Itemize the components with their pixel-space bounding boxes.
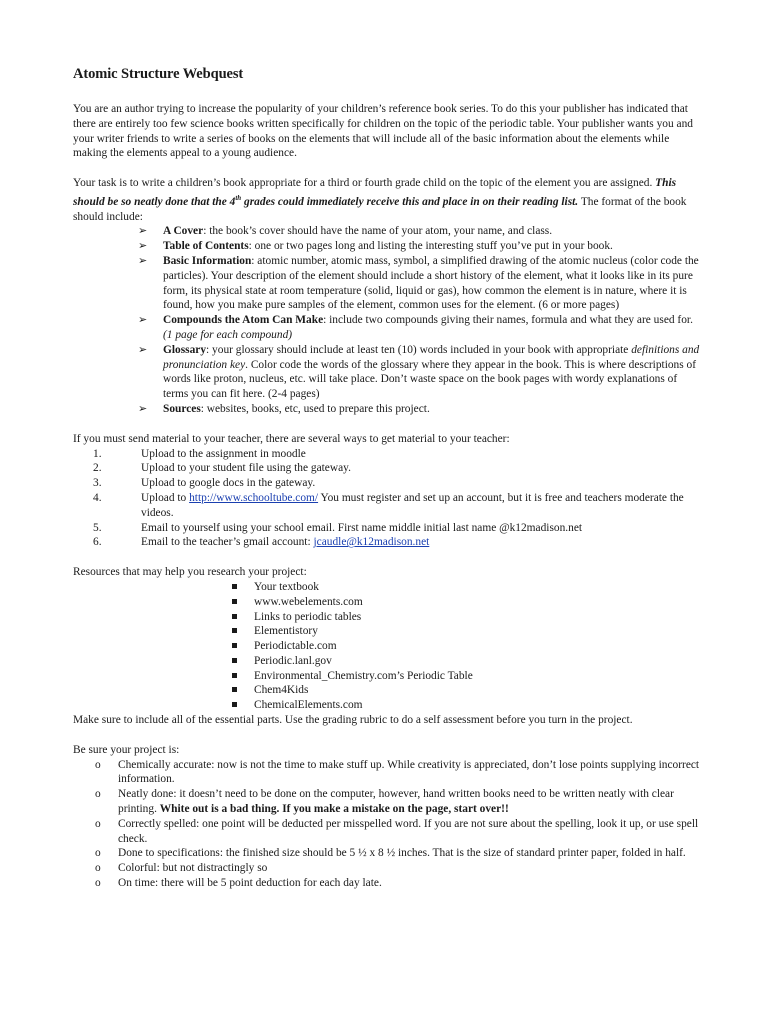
list-item <box>138 402 703 417</box>
requirement-text: Done to specifications: the finished size should be 5 ½ x 8 ½ inches. That is the size of standard printer paper, folded in half. <box>118 847 686 860</box>
task-sup: th <box>235 193 242 202</box>
square-bullet-icon <box>232 599 237 604</box>
resources-list <box>73 580 703 713</box>
requirement-bold: White out is a bad thing. If you make a mistake on the page, start over!! <box>159 803 509 816</box>
list-item <box>138 254 703 313</box>
resources-intro: Resources that may help you research your project: <box>73 566 307 579</box>
circle-bullet-icon: o <box>95 758 101 771</box>
resource-text: Elementistory <box>254 625 318 638</box>
step-text: Email to yourself using your school email. First name middle initial last name @k12madison.net <box>141 521 583 534</box>
list-item <box>73 535 703 550</box>
arrow-bullet-icon: ➢ <box>138 343 148 356</box>
list-item <box>95 817 703 847</box>
resource-text: Your textbook <box>254 580 319 593</box>
list-item <box>254 683 703 698</box>
format-label: Sources <box>163 402 201 415</box>
step-number: 4. <box>93 491 102 504</box>
circle-bullet-icon: o <box>95 862 101 875</box>
resource-text: Periodictable.com <box>254 640 337 653</box>
format-text: : your glossary should include at least ten (10) words included in your book with appropriate <box>206 343 632 356</box>
format-label: A Cover <box>163 225 204 238</box>
format-list <box>73 224 703 416</box>
step-number: 3. <box>93 477 102 490</box>
list-item <box>138 239 703 254</box>
list-item <box>138 224 703 239</box>
step-number: 6. <box>93 536 102 549</box>
task-lead: Your task is to write a children’s book appropriate for a third or fourth grade child on the topic of the element you are assigned. <box>73 177 653 190</box>
list-item <box>73 447 703 462</box>
square-bullet-icon <box>232 673 237 678</box>
step-text: Upload to your student file using the gateway. <box>141 462 351 475</box>
document-body <box>73 102 703 891</box>
requirement-text: Neatly done: it doesn’t need to be done on the computer, however, hand written books need to be written neatly with clear printing. <box>118 788 674 816</box>
list-item <box>254 595 703 610</box>
list-item <box>73 491 703 521</box>
arrow-bullet-icon: ➢ <box>138 254 148 267</box>
teacher-email-link[interactable]: jcaudle@k12madison.net <box>313 536 430 549</box>
arrow-bullet-icon: ➢ <box>138 225 148 238</box>
format-text: : include two compounds giving their names, formula and what they are used for. <box>323 314 693 327</box>
resource-text: Chem4Kids <box>254 684 309 697</box>
format-text: : websites, books, etc, used to prepare this project. <box>200 402 430 415</box>
step-text: Upload to the assignment in moodle <box>141 447 306 460</box>
square-bullet-icon <box>232 614 237 619</box>
resource-text: Environmental_Chemistry.com’s Periodic Table <box>254 669 473 682</box>
task-emphasis-2: grades could immediately receive this and place in on their reading list. <box>244 195 579 208</box>
document-title: Atomic Structure Webquest <box>73 66 244 82</box>
list-item <box>254 580 703 595</box>
resource-text: www.webelements.com <box>254 595 363 608</box>
format-text: : one or two pages long and listing the interesting stuff you’ve put in your book. <box>248 240 613 253</box>
resource-text: Periodic.lanl.gov <box>254 654 332 667</box>
format-italic: definitions and pronunciation key <box>163 343 700 371</box>
list-item <box>138 343 703 402</box>
circle-bullet-icon: o <box>95 817 101 830</box>
intro-paragraph: You are an author trying to increase the popularity of your children’s reference book series. To do this your publisher has indicated that there are entirely too few science books written specifically for children on the topic of the periodic table. Your publisher wants you and your writer friends to write a series of books on the elements that will include all of the basic information about the elements while making the elements appeal to a young audience. <box>73 103 693 160</box>
format-text-2: . Color code the words of the glossary where they appear in the book. This is where descriptions of words like proton, nucleus, etc. will take place. Don’t waste space on the book pages with wordy explanations of terms you can fit here. (2-4 pages) <box>163 358 697 401</box>
step-text: You must register and set up an account, but it is free and teachers moderate the videos. <box>141 491 684 519</box>
square-bullet-icon <box>232 687 237 692</box>
list-item <box>95 876 703 891</box>
requirement-text: Colorful: but not distractingly so <box>118 862 268 875</box>
list-item <box>95 846 703 861</box>
format-italic: (1 page for each compound) <box>163 328 293 341</box>
resource-text: ChemicalElements.com <box>254 699 363 712</box>
project-requirements-list <box>73 758 703 891</box>
square-bullet-icon <box>232 702 237 707</box>
list-item <box>254 624 703 639</box>
arrow-bullet-icon: ➢ <box>138 402 148 415</box>
schooltube-link[interactable]: http://www.schooltube.com/ <box>189 491 319 504</box>
step-number: 1. <box>93 447 102 460</box>
list-item <box>254 669 703 684</box>
list-item <box>254 654 703 669</box>
format-text: : atomic number, atomic mass, symbol, a simplified drawing of the atomic nucleus (color code the particles). Your description of the element should include a short history of the element, what it looks like in its pure form, its physical state at room temperature (solid, liquid or gas), how common the element is in nature, where it is found, how you make pure samples of the element, common uses for the element. (6 or more pages) <box>163 254 699 312</box>
format-label: Basic Information <box>163 254 252 267</box>
task-emphasis: This should be so neatly done that the 4 <box>73 177 677 208</box>
task-paragraph <box>73 176 703 224</box>
step-text: Upload to google docs in the gateway. <box>141 477 316 490</box>
list-item <box>95 758 703 788</box>
square-bullet-icon <box>232 628 237 633</box>
list-item <box>95 861 703 876</box>
format-label: Table of Contents <box>163 240 249 253</box>
rubric-note: Make sure to include all of the essential parts. Use the grading rubric to do a self assessment before you turn in the project. <box>73 714 633 727</box>
list-item <box>254 639 703 654</box>
arrow-bullet-icon: ➢ <box>138 240 148 253</box>
list-item <box>73 476 703 491</box>
list-item <box>254 698 703 713</box>
task-tail: The format of the book should include: <box>73 195 687 223</box>
format-text: : the book’s cover should have the name of your atom, your name, and class. <box>203 225 553 238</box>
list-item <box>73 461 703 476</box>
requirement-text: Correctly spelled: one point will be deducted per misspelled word. If you are not sure about the spelling, look it up, or use spell check. <box>118 817 699 845</box>
step-text-pre: Email to the teacher’s gmail account: <box>141 536 314 549</box>
format-label: Glossary <box>163 343 207 356</box>
list-item <box>138 313 703 343</box>
requirement-text: Chemically accurate: now is not the time to make stuff up. While creativity is appreciated, don’t lose points supplying incorrect information. <box>118 758 700 786</box>
circle-bullet-icon: o <box>95 788 101 801</box>
arrow-bullet-icon: ➢ <box>138 314 148 327</box>
send-intro: If you must send material to your teacher, there are several ways to get material to your teacher: <box>73 432 510 445</box>
format-label: Compounds the Atom Can Make <box>163 314 324 327</box>
list-item <box>254 610 703 625</box>
resource-text: Links to periodic tables <box>254 610 362 623</box>
project-intro: Be sure your project is: <box>73 743 180 756</box>
requirement-text: On time: there will be 5 point deduction for each day late. <box>118 877 382 890</box>
square-bullet-icon <box>232 658 237 663</box>
square-bullet-icon <box>232 643 237 648</box>
list-item <box>73 521 703 536</box>
step-number: 2. <box>93 462 102 475</box>
list-item <box>95 787 703 817</box>
circle-bullet-icon: o <box>95 877 101 890</box>
circle-bullet-icon: o <box>95 847 101 860</box>
square-bullet-icon <box>232 584 237 589</box>
step-text-pre: Upload to <box>141 491 190 504</box>
step-number: 5. <box>93 521 102 534</box>
send-steps-list <box>73 447 703 551</box>
